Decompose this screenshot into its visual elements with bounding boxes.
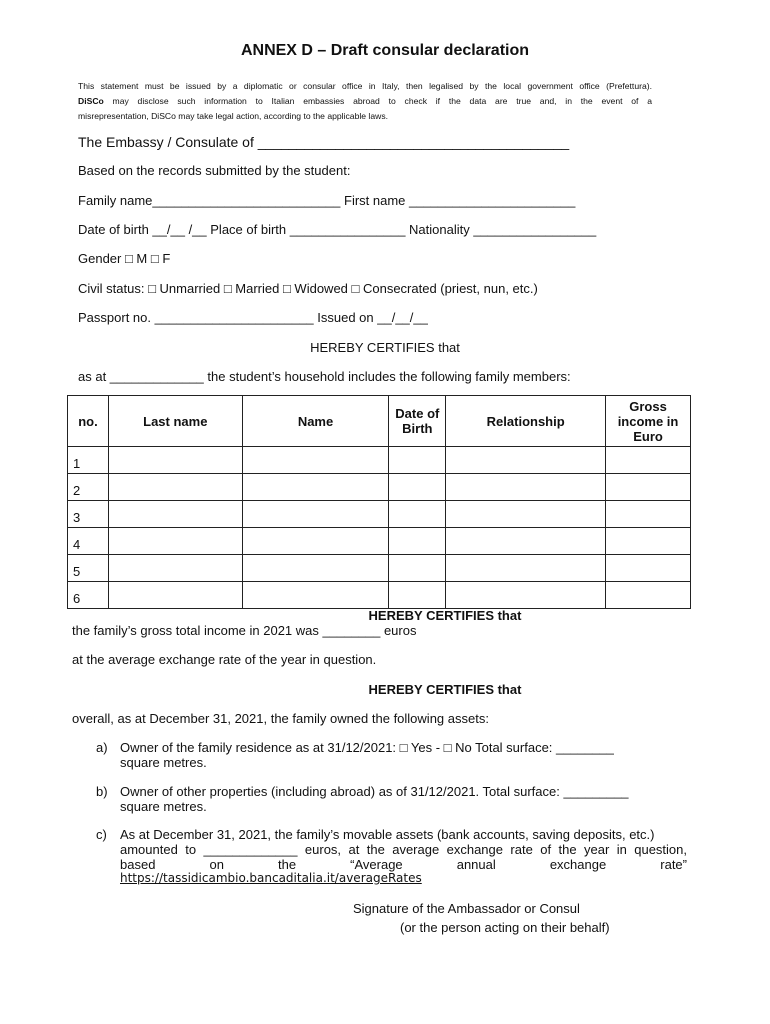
col-header-no: no. [68, 396, 109, 447]
embassy-field: The Embassy / Consulate of ________________________________________ [78, 134, 570, 150]
intro-statement [78, 79, 652, 124]
row-number: 4 [68, 528, 109, 555]
signature-subtitle: (or the person acting on their behalf) [400, 920, 610, 935]
intro-line-1: This statement must be issued by a diplomatic or consular office in Italy, then legalised by the local government office (Prefettura). [78, 81, 652, 91]
row-number: 5 [68, 555, 109, 582]
date-of-birth-cell[interactable] [389, 447, 446, 474]
based-on-text: Based on the records submitted by the student: [78, 163, 351, 178]
gross-income-cell[interactable] [606, 501, 691, 528]
assets-intro: overall, as at December 31, 2021, the family owned the following assets: [72, 711, 489, 726]
relationship-cell[interactable] [446, 528, 606, 555]
intro-line-3: misrepresentation, DiSCo may take legal action, according to the applicable laws. [78, 111, 389, 121]
income-line: the family’s gross total income in 2021 was ________ euros [72, 623, 417, 638]
table-row [68, 474, 691, 501]
col-header-relationship: Relationship [446, 396, 606, 447]
intro-line-2-rest: may disclose such information to Italian embassies abroad to check if the data are true and, in the event of a [103, 96, 652, 106]
item-b-line-1: Owner of other properties (including abroad) as of 31/12/2021. Total surface: _________ [120, 784, 629, 799]
relationship-cell[interactable] [446, 501, 606, 528]
relationship-cell[interactable] [446, 447, 606, 474]
family-name-field: Family name__________________________ First name _______________________ [78, 193, 576, 208]
item-a-line-2: square metres. [120, 755, 207, 770]
relationship-cell[interactable] [446, 582, 606, 609]
date-of-birth-cell[interactable] [389, 555, 446, 582]
date-of-birth-cell[interactable] [389, 501, 446, 528]
table-header-row [68, 396, 691, 447]
signature-title: Signature of the Ambassador or Consul [353, 901, 580, 916]
last-name-cell[interactable] [108, 582, 242, 609]
item-b-line-2: square metres. [120, 799, 207, 814]
table-row [68, 447, 691, 474]
name-cell[interactable] [242, 555, 389, 582]
name-cell[interactable] [242, 474, 389, 501]
date-of-birth-field: Date of birth __/__ /__ Place of birth ________________ Nationality _________________ [78, 222, 597, 237]
gross-income-cell[interactable] [606, 447, 691, 474]
item-a-label: a) [96, 740, 108, 755]
col-header-last-name: Last name [108, 396, 242, 447]
last-name-cell[interactable] [108, 474, 242, 501]
document-title: ANNEX D – Draft consular declaration [240, 42, 530, 59]
exchange-rate-line: at the average exchange rate of the year in question. [72, 652, 377, 667]
last-name-cell[interactable] [108, 555, 242, 582]
certifies-heading-3: HEREBY CERTIFIES that [368, 682, 522, 697]
gross-income-cell[interactable] [606, 582, 691, 609]
last-name-cell[interactable] [108, 528, 242, 555]
date-of-birth-cell[interactable] [389, 582, 446, 609]
household-line: as at _____________ the student’s household includes the following family members: [78, 369, 571, 384]
name-cell[interactable] [242, 582, 389, 609]
item-c-line-2: amounted to _____________ euros, at the average exchange rate of the year in question, [120, 842, 687, 857]
average-rates-link[interactable]: https://tassidicambio.bancaditalia.it/averageRates [120, 871, 422, 885]
passport-field: Passport no. ______________________ Issued on __/__/__ [78, 310, 428, 325]
name-cell[interactable] [242, 528, 389, 555]
family-members-table [67, 395, 691, 609]
gross-income-cell[interactable] [606, 474, 691, 501]
name-cell[interactable] [242, 501, 389, 528]
item-c-line-1: As at December 31, 2021, the family’s movable assets (bank accounts, saving deposits, etc.) [120, 827, 655, 842]
relationship-cell[interactable] [446, 474, 606, 501]
item-c-label: c) [96, 827, 107, 842]
table-row [68, 528, 691, 555]
intro-line-2 [78, 94, 652, 109]
last-name-cell[interactable] [108, 447, 242, 474]
item-b-label: b) [96, 784, 108, 799]
item-a-line-1: Owner of the family residence as at 31/12/2021: □ Yes - □ No Total surface: ________ [120, 740, 614, 755]
col-header-gross-income: Gross income in Euro [606, 396, 691, 447]
table-row [68, 555, 691, 582]
certifies-heading-1: HEREBY CERTIFIES that [310, 340, 460, 355]
relationship-cell[interactable] [446, 555, 606, 582]
date-of-birth-cell[interactable] [389, 474, 446, 501]
gender-field: Gender □ M □ F [78, 251, 171, 266]
row-number: 1 [68, 447, 109, 474]
row-number: 6 [68, 582, 109, 609]
certifies-heading-2: HEREBY CERTIFIES that [368, 608, 522, 623]
col-header-name: Name [242, 396, 389, 447]
gross-income-cell[interactable] [606, 528, 691, 555]
table-row [68, 501, 691, 528]
row-number: 3 [68, 501, 109, 528]
disco-bold: DiSCo [78, 96, 104, 106]
item-c-line-3: based on the “Average annual exchange rate” [120, 857, 687, 872]
gross-income-cell[interactable] [606, 555, 691, 582]
date-of-birth-cell[interactable] [389, 528, 446, 555]
row-number: 2 [68, 474, 109, 501]
col-header-date-of-birth: Date of Birth [389, 396, 446, 447]
last-name-cell[interactable] [108, 501, 242, 528]
name-cell[interactable] [242, 447, 389, 474]
table-row [68, 582, 691, 609]
civil-status-field: Civil status: □ Unmarried □ Married □ Widowed □ Consecrated (priest, nun, etc.) [78, 281, 538, 296]
